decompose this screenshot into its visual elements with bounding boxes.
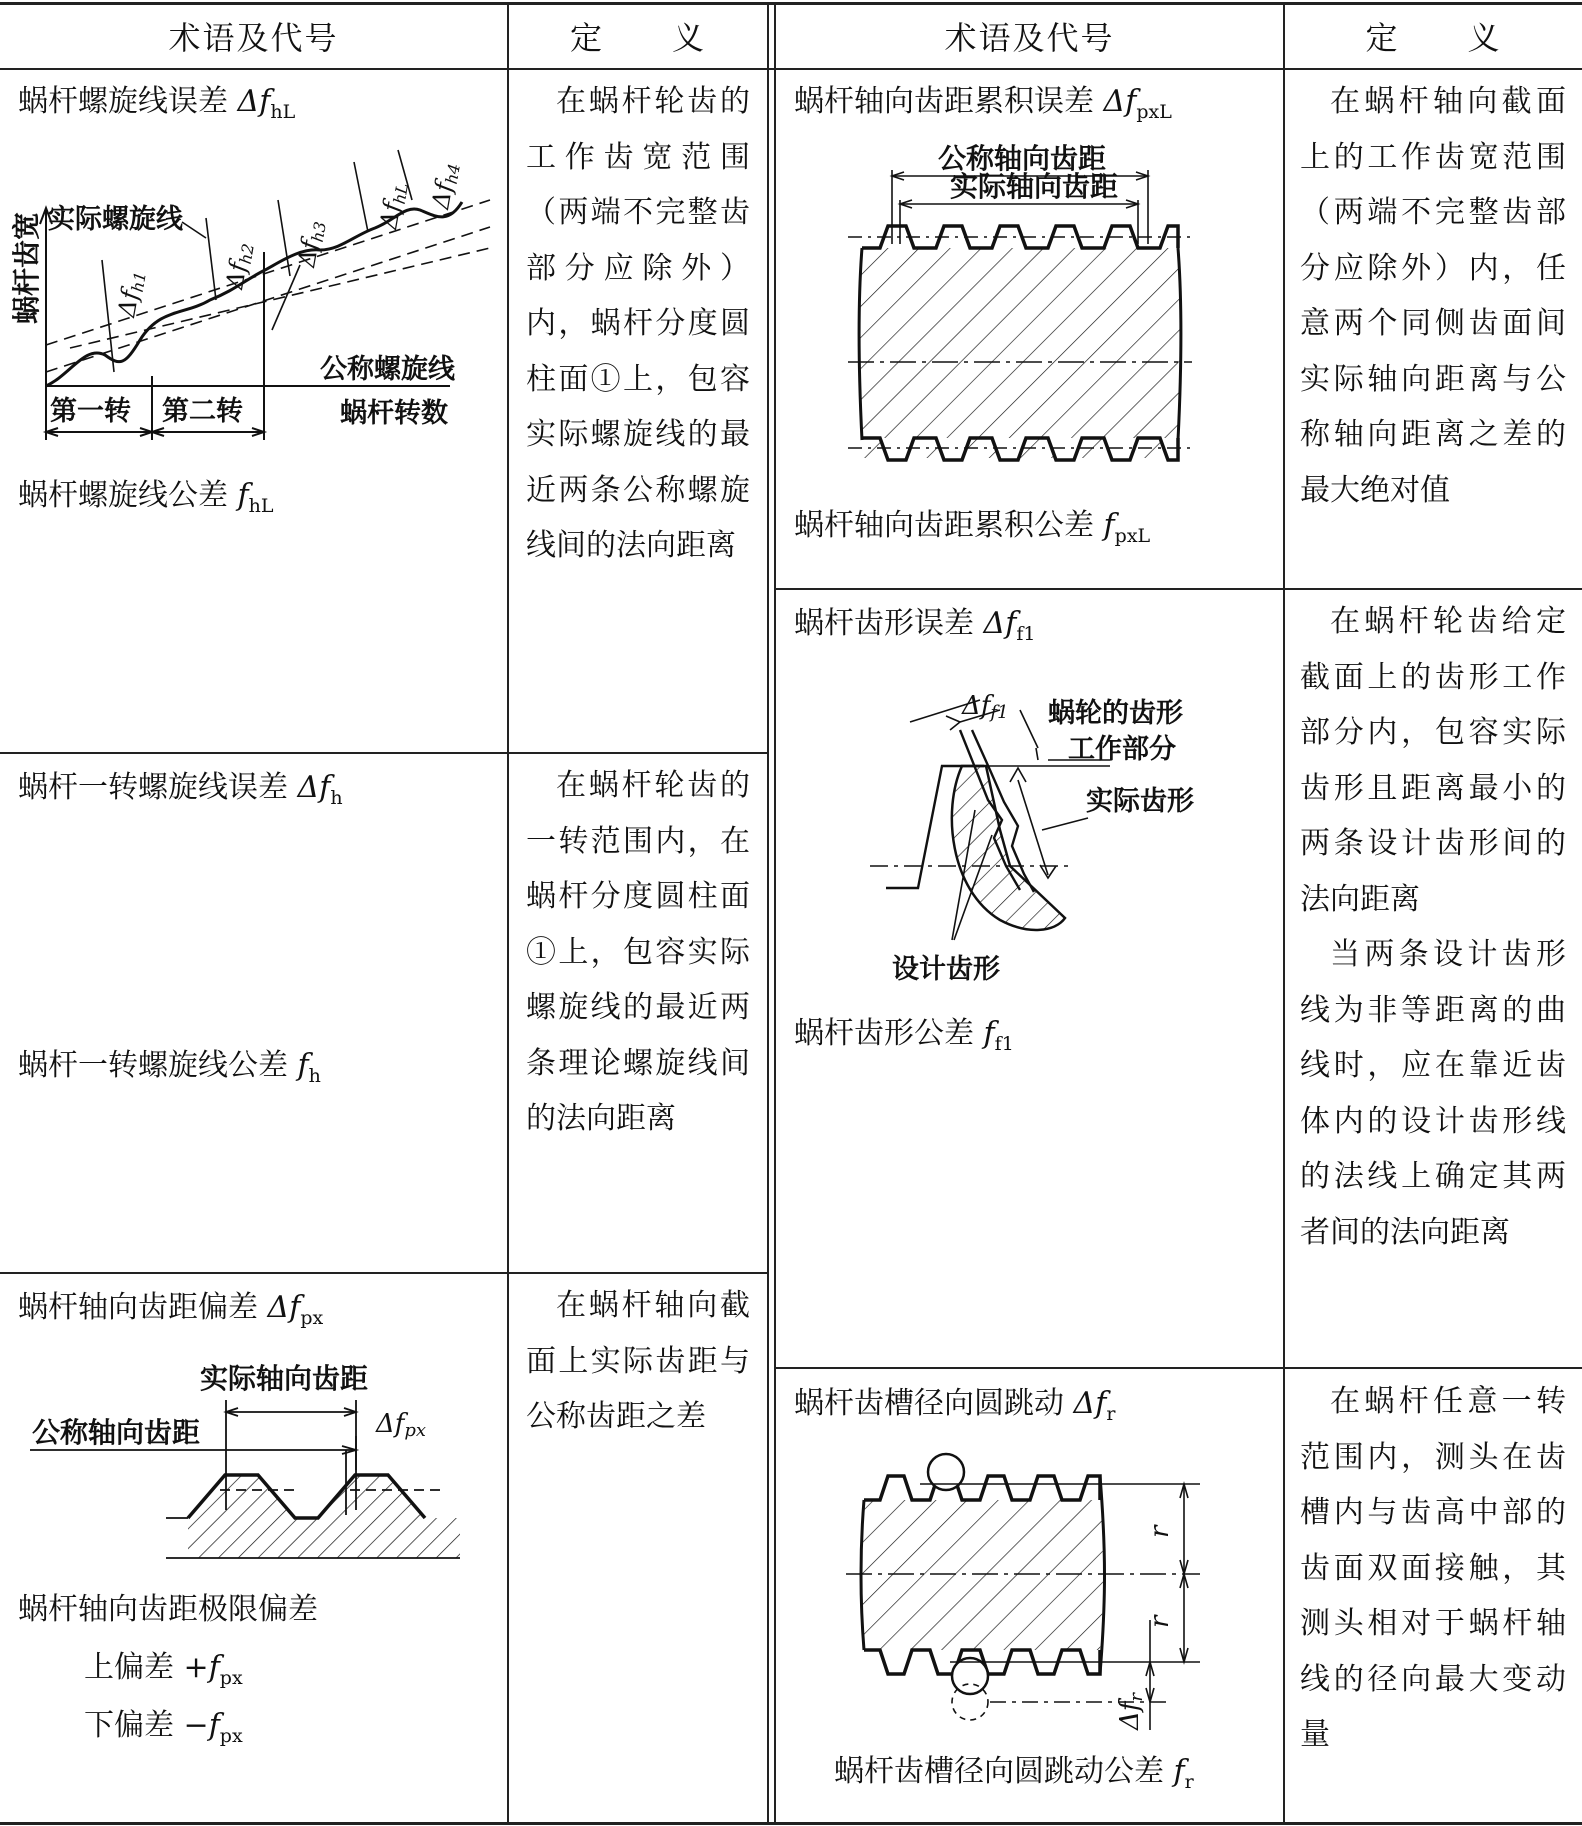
- delta-fhL-label: ΔfhL: [374, 181, 413, 232]
- table-bottom-border: [0, 1822, 1582, 1825]
- nominal-axial-pitch-label: 公称轴向齿距: [32, 1416, 201, 1449]
- r-label-bottom: r: [1145, 1615, 1175, 1628]
- axial-pitch-dev-term: 蜗杆轴向齿距偏差 $\Delta f_{px}$: [18, 1290, 324, 1329]
- axial-pitch-lower: 下偏差 $-f_{px}$: [84, 1708, 243, 1747]
- header-divider: [0, 68, 1582, 70]
- row-divider-right-2: [774, 1367, 1582, 1369]
- actual-helix-label: 实际螺旋线: [48, 204, 183, 235]
- delta-fpx-label: Δfpx: [376, 1409, 427, 1441]
- profile-tolerance: 蜗杆齿形公差 $f_{f1}$: [794, 1016, 1014, 1055]
- header-right-term: 术语及代号: [944, 19, 1115, 57]
- axial-pitch-upper: 上偏差 $+f_{px}$: [84, 1650, 243, 1689]
- x-axis-label: 蜗杆转数: [340, 398, 448, 429]
- delta-fh1-label: Δfh1: [112, 270, 150, 320]
- cum-nominal-label: 公称轴向齿距: [938, 142, 1107, 175]
- one-rev-helix-term: 蜗杆一转螺旋线误差 $\Delta f_h$: [18, 770, 343, 809]
- axial-pitch-dev-definition: 在蜗杆轴向截面上实际齿距与公称齿距之差: [526, 1288, 750, 1434]
- cum-pitch-tolerance: 蜗杆轴向齿距累积公差 $f_{pxL}$: [794, 508, 1151, 547]
- delta-fh3-label: Δfh3: [292, 220, 330, 270]
- y-axis-label: 蜗杆齿宽: [10, 211, 43, 324]
- col-divider-left: [507, 2, 509, 1824]
- runout-diagram: [840, 1440, 1240, 1730]
- center-divider-b: [774, 2, 776, 1824]
- helix-error-definition: 在蜗杆轮齿的工作齿宽范围（两端不完整齿部分应除外）内，蜗杆分度圆柱面①上，包容实际螺旋线的最近两条公称螺旋线间的法向距离: [526, 84, 750, 563]
- nominal-helix-label: 公称螺旋线: [320, 354, 455, 385]
- helix-error-term: 蜗杆螺旋线误差 $\Delta f_{hL}$: [18, 84, 296, 123]
- delta-fh4-label: Δfh4: [426, 162, 464, 212]
- wheel-profile-label: 蜗轮的齿形: [1048, 698, 1183, 729]
- center-divider-a: [767, 2, 769, 1824]
- cum-pitch-diagram: [840, 140, 1220, 480]
- profile-error-term: 蜗杆齿形误差 $\Delta f_{f1}$: [794, 606, 1036, 645]
- first-rev-label: 第一转: [50, 396, 131, 427]
- axial-pitch-diagram: [20, 1340, 500, 1570]
- r-label-top: r: [1145, 1525, 1175, 1538]
- row-divider-left-1: [0, 752, 767, 754]
- cum-pitch-term: 蜗杆轴向齿距累积误差 $\Delta f_{pxL}$: [794, 84, 1172, 123]
- header-right-def: 定 义: [1365, 19, 1502, 57]
- runout-tolerance: 蜗杆齿槽径向圆跳动公差 $f_r$: [834, 1754, 1194, 1793]
- runout-term: 蜗杆齿槽径向圆跳动 $\Delta f_r$: [794, 1386, 1116, 1425]
- profile-error-definition: 在蜗杆轮齿给定截面上的齿形工作部分内，包容实际齿形且距离最小的两条设计齿形间的法向距离 当两条设计齿形线为非等距离的曲线时，应在靠近齿体内的设计齿形线的法线上确定其两者间的法向距离: [1300, 604, 1566, 1250]
- header-left-def: 定 义: [569, 19, 706, 57]
- delta-ff1-label: Δff1: [962, 691, 1009, 723]
- row-divider-left-2: [0, 1272, 767, 1274]
- helix-error-diagram: [10, 140, 500, 460]
- design-profile-label: 设计齿形: [892, 954, 1000, 985]
- cum-actual-label: 实际轴向齿距: [950, 170, 1119, 203]
- one-rev-helix-definition: 在蜗杆轮齿的一转范围内，在蜗杆分度圆柱面①上，包容实际螺旋线的最近两条理论螺旋线间的法向距离: [526, 768, 750, 1136]
- second-rev-label: 第二转: [162, 396, 243, 427]
- working-part-label: 工作部分: [1068, 734, 1176, 765]
- table-top-border: [0, 2, 1582, 5]
- col-divider-right: [1283, 2, 1285, 1824]
- header-left-term: 术语及代号: [168, 19, 339, 57]
- axial-pitch-limit-title: 蜗杆轴向齿距极限偏差: [18, 1592, 318, 1627]
- helix-tolerance-term: 蜗杆螺旋线公差 $f_{hL}$: [18, 478, 274, 517]
- actual-profile-label: 实际齿形: [1086, 786, 1194, 817]
- profile-error-diagram: [850, 670, 1230, 1000]
- actual-axial-pitch-label: 实际轴向齿距: [200, 1362, 369, 1395]
- cum-pitch-definition: 在蜗杆轴向截面上的工作齿宽范围（两端不完整齿部分应除外）内，任意两个同侧齿面间实际轴向距离与公称轴向距离之差的最大绝对值: [1300, 84, 1566, 508]
- delta-fr-label: Δfr: [1115, 1692, 1147, 1730]
- runout-definition: 在蜗杆任意一转范围内，测头在齿槽内与齿高中部的齿面双面接触，其测头相对于蜗杆轴线的径向最大变动量: [1300, 1384, 1566, 1752]
- one-rev-helix-tolerance: 蜗杆一转螺旋线公差 $f_h$: [18, 1048, 321, 1087]
- row-divider-right-1: [774, 588, 1582, 590]
- delta-fh2-label: Δfh2: [220, 242, 258, 292]
